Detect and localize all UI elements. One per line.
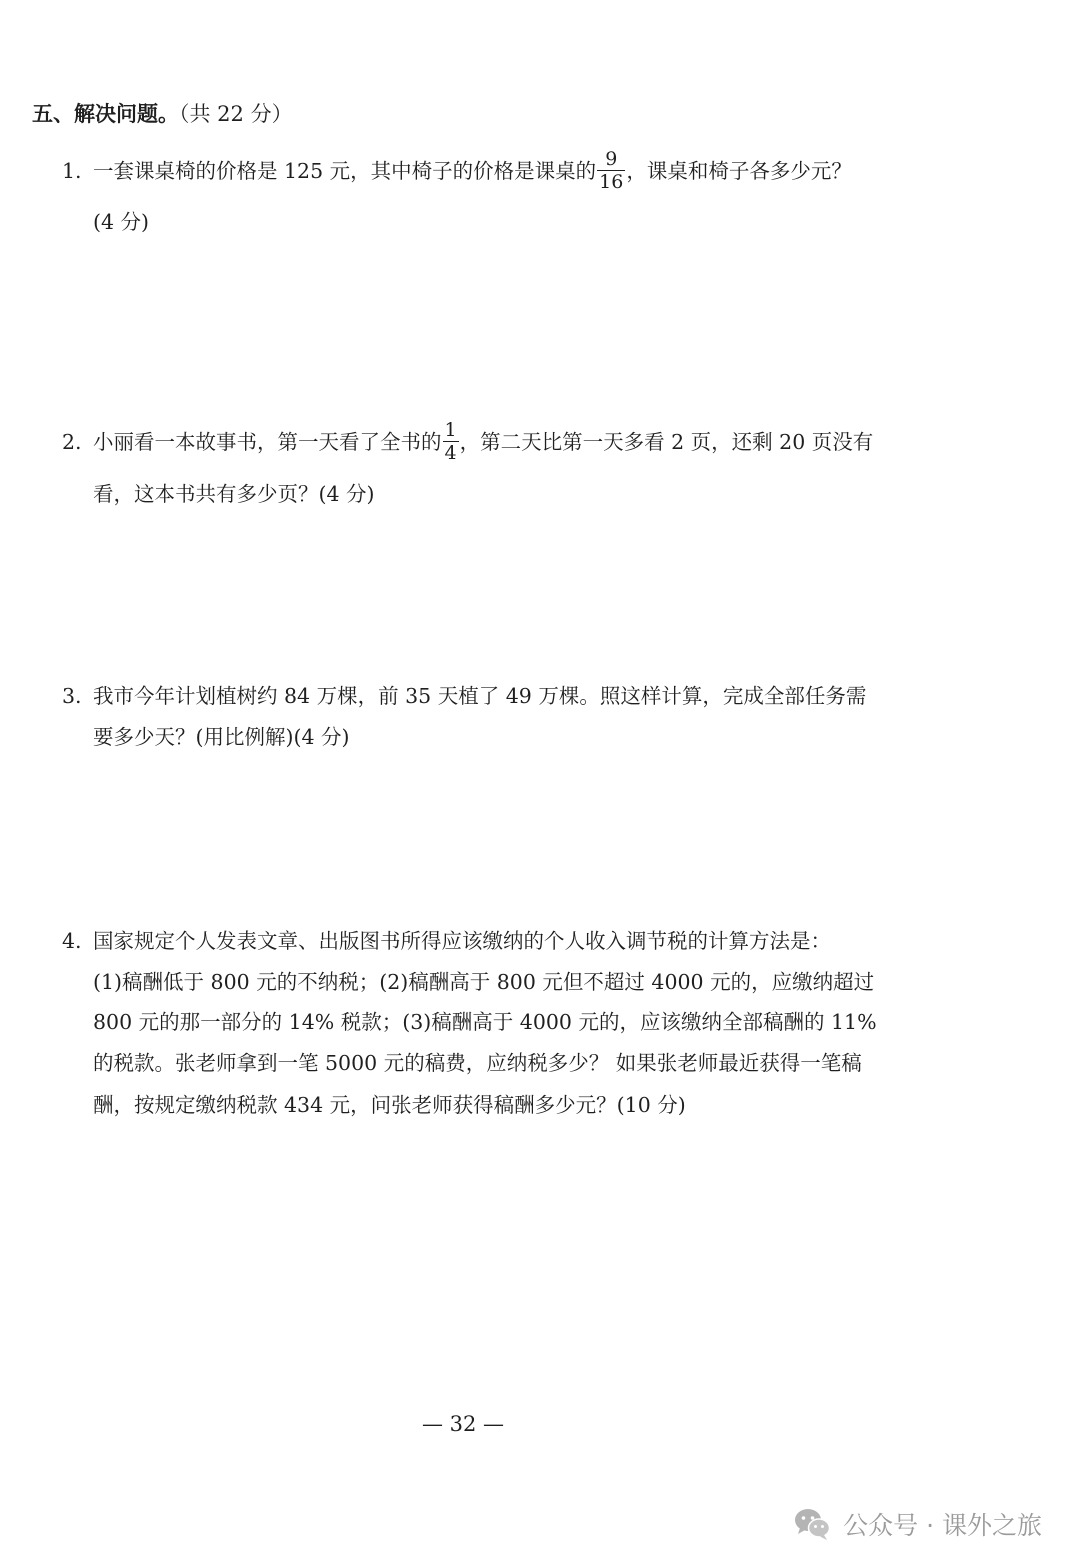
question-4-line-5: 酬，按规定缴纳税款 434 元，问张老师获得稿酬多少元？(10 分) <box>93 1093 686 1117</box>
question-1 <box>62 150 902 195</box>
question-3 <box>62 678 902 714</box>
question-number: 3. <box>62 684 82 708</box>
question-text: 一套课桌椅的价格是 125 元，其中椅子的价格是课桌的 <box>93 159 597 183</box>
fraction-numerator: 9 <box>597 148 625 171</box>
question-2 <box>62 421 902 466</box>
section-title: 五、解决问题。 <box>32 102 179 126</box>
fraction-numerator: 1 <box>444 419 457 441</box>
fraction <box>443 419 459 464</box>
question-number: 1. <box>62 159 82 183</box>
question-text-continued: ，课桌和椅子各多少元？ <box>626 159 852 183</box>
question-text: 我市今年计划植树约 84 万棵，前 35 天植了 49 万棵。照这样计算，完成全部任务需 <box>93 684 867 708</box>
fraction <box>597 148 625 193</box>
section-points: （共 22 分） <box>179 102 293 126</box>
question-text: 小丽看一本故事书，第一天看了全书的 <box>93 430 442 454</box>
question-number: 4. <box>62 929 82 953</box>
watermark-text: 公众号 · 课外之旅 <box>843 1511 1042 1540</box>
question-2-line-2: 看，这本书共有多少页？(4 分) <box>93 482 375 506</box>
question-text-continued: ，第二天比第一天多看 2 页，还剩 20 页没有 <box>459 430 874 454</box>
question-1-line-2: (4 分) <box>93 210 150 234</box>
fraction-denominator: 4 <box>444 442 457 464</box>
question-4 <box>62 923 902 959</box>
fraction-denominator: 16 <box>599 171 624 193</box>
wechat-icon <box>793 1507 831 1541</box>
question-text: 国家规定个人发表文章、出版图书所得应该缴纳的个人收入调节税的计算方法是： <box>93 929 831 953</box>
section-heading <box>32 96 293 132</box>
question-4-line-4: 的税款。张老师拿到一笔 5000 元的稿费，应纳税多少？ 如果张老师最近获得一笔稿 <box>93 1051 862 1075</box>
question-4-line-3: 800 元的那一部分的 14% 税款；(3)稿酬高于 4000 元的，应该缴纳全部稿酬的 11% <box>93 1010 877 1034</box>
question-4-line-2: (1)稿酬低于 800 元的不纳税；(2)稿酬高于 800 元但不超过 4000 元的，应缴纳超过 <box>93 970 875 994</box>
question-3-line-2: 要多少天？(用比例解)(4 分) <box>93 725 350 749</box>
question-number: 2. <box>62 430 82 454</box>
page-number: — 32 — <box>421 1412 505 1436</box>
watermark <box>793 1502 1042 1546</box>
